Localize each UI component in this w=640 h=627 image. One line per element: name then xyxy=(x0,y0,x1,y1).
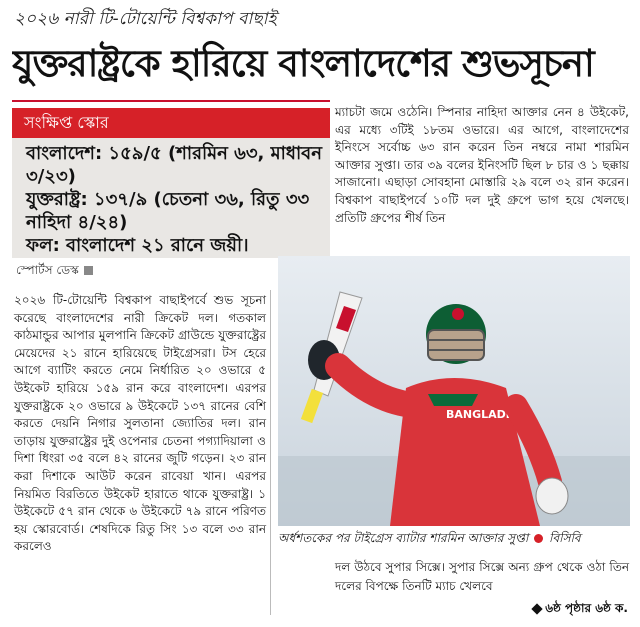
article-lead: ২০২৬ টি-টোয়েন্টি বিশ্বকাপ বাছাইপর্বে শুভ সূচনা করেছে বাংলাদেশের নারী ক্রিকেট দল। গতকাল কাঠমান্ডুর আপার মুলপানি ক্রিকেট গ্রাউন্ডে যুক্তরাষ্ট্রের মেয়েদের ২১ রানে হারিয়েছে টাইগ্রেসরা। টস হেরে আগে ব্যাটিং করতে নেমে নির্ধারিত ২০ ওভারে ৫ উইকেট হারিয়ে ১৫৯ রান করে বাংলাদেশ। এরপর যুক্তরাষ্ট্রকে ২০ ওভারে ৯ উইকেটে ১৩৭ রানের বেশি করতে দেয়নি নিগার সুলতানা জ্যোতির দল। রান তাড়ায় যুক্তরাষ্ট্রের দুই ওপেনার চেতনা পগ্যাদিয়ালা ও দিশা ধিংরা ৩৫ বলে ৪২ রানের জুটি গড়েন। ২৩ রান করা দিশাকে আউট করেন রাবেয়া খান। এরপর নিয়মিত বিরতিতে উইকেট হারাতে থাকে যুক্তরাষ্ট্র। ১ উইকেটে ৫৭ রান থেকে ৬ উইকেটে ৭৯ রানে পরিণত হয় স্কোরবোর্ড। শেষদিকে রিতু সিং ১৩ বলে ৩৩ রান করলেও xyxy=(14,293,266,554)
score-bangladesh: বাংলাদেশ: ১৫৯/৫ (শারমিন ৬৩, মাধাবন ৩/২৩) xyxy=(26,143,322,187)
cricketer-photo xyxy=(278,256,630,526)
score-usa: যুক্তরাষ্ট্র: ১৩৭/৯ (চেতনা ৩৬, রিতু ৩৩ নাহিদা ৪/২৪) xyxy=(26,189,310,233)
photo-credit: বিসিবি xyxy=(549,531,581,545)
headline: যুক্তরাষ্ট্রকে হারিয়ে বাংলাদেশের শুভসূচনা xyxy=(12,42,594,85)
score-result: ফল: বাংলাদেশ ২১ রানে জয়ী। xyxy=(26,235,249,256)
caption-text: অর্ধশতকের পর টাইগ্রেস ব্যাটার শারমিন আক্তার সুপ্তা xyxy=(278,531,529,545)
diamond-bullet-icon xyxy=(532,603,543,614)
byline xyxy=(16,262,93,282)
helmet-icon xyxy=(426,304,486,364)
column-divider xyxy=(270,290,271,615)
byline-square-icon xyxy=(84,266,93,275)
bullet-dot-icon xyxy=(534,534,543,543)
byline-text: স্পোর্টস ডেস্ক xyxy=(16,263,79,277)
photo-caption xyxy=(278,530,630,550)
cricketer-illustration xyxy=(278,256,630,526)
jump-line xyxy=(533,600,628,620)
scorebox-title: সংক্ষিপ্ত স্কোর xyxy=(12,108,330,138)
article-continuation: দল উঠবে সুপার সিক্সে। সুপার সিক্সে অন্য গ্রুপ থেকে ওঠা তিন দলের বিপক্ষে তিনটি ম্যাচ খেলবে xyxy=(335,560,629,593)
jump-text: ৬ষ্ঠ পৃষ্ঠার ৬ষ্ঠ ক. xyxy=(545,601,628,615)
kicker: ২০২৬ নারী টি-টোয়েন্টি বিশ্বকাপ বাছাই xyxy=(14,9,277,29)
article-right-column: ম্যাচটা জমে ওঠেনি। স্পিনার নাহিদা আক্তার নেন ৪ উইকেট, এর মধ্যে ৩টিই ১৮তম ওভারে। এর আগে, বাংলাদেশের ইনিংসে সর্বোচ্চ ৬৩ রান করেন তিন নম্বরে নামা শারমিন আক্তার সুপ্তা। তার ৩৯ বলের ইনিংসটি ছিল ৮ চার ও ১ ছক্কায় সাজানো। এছাড়া সোবহানা মোস্তারি ২৯ বলে ৩২ রান করেন। বিশ্বকাপ বাছাইপর্বে ১০টি দল দুই গ্রুপে ভাগ হয়ে খেলছে। প্রতিটি গ্রুপের শীর্ষ তিন xyxy=(335,105,629,225)
jersey-text: BANGLADESH xyxy=(446,408,531,421)
scorebox-top-rule xyxy=(12,100,330,102)
